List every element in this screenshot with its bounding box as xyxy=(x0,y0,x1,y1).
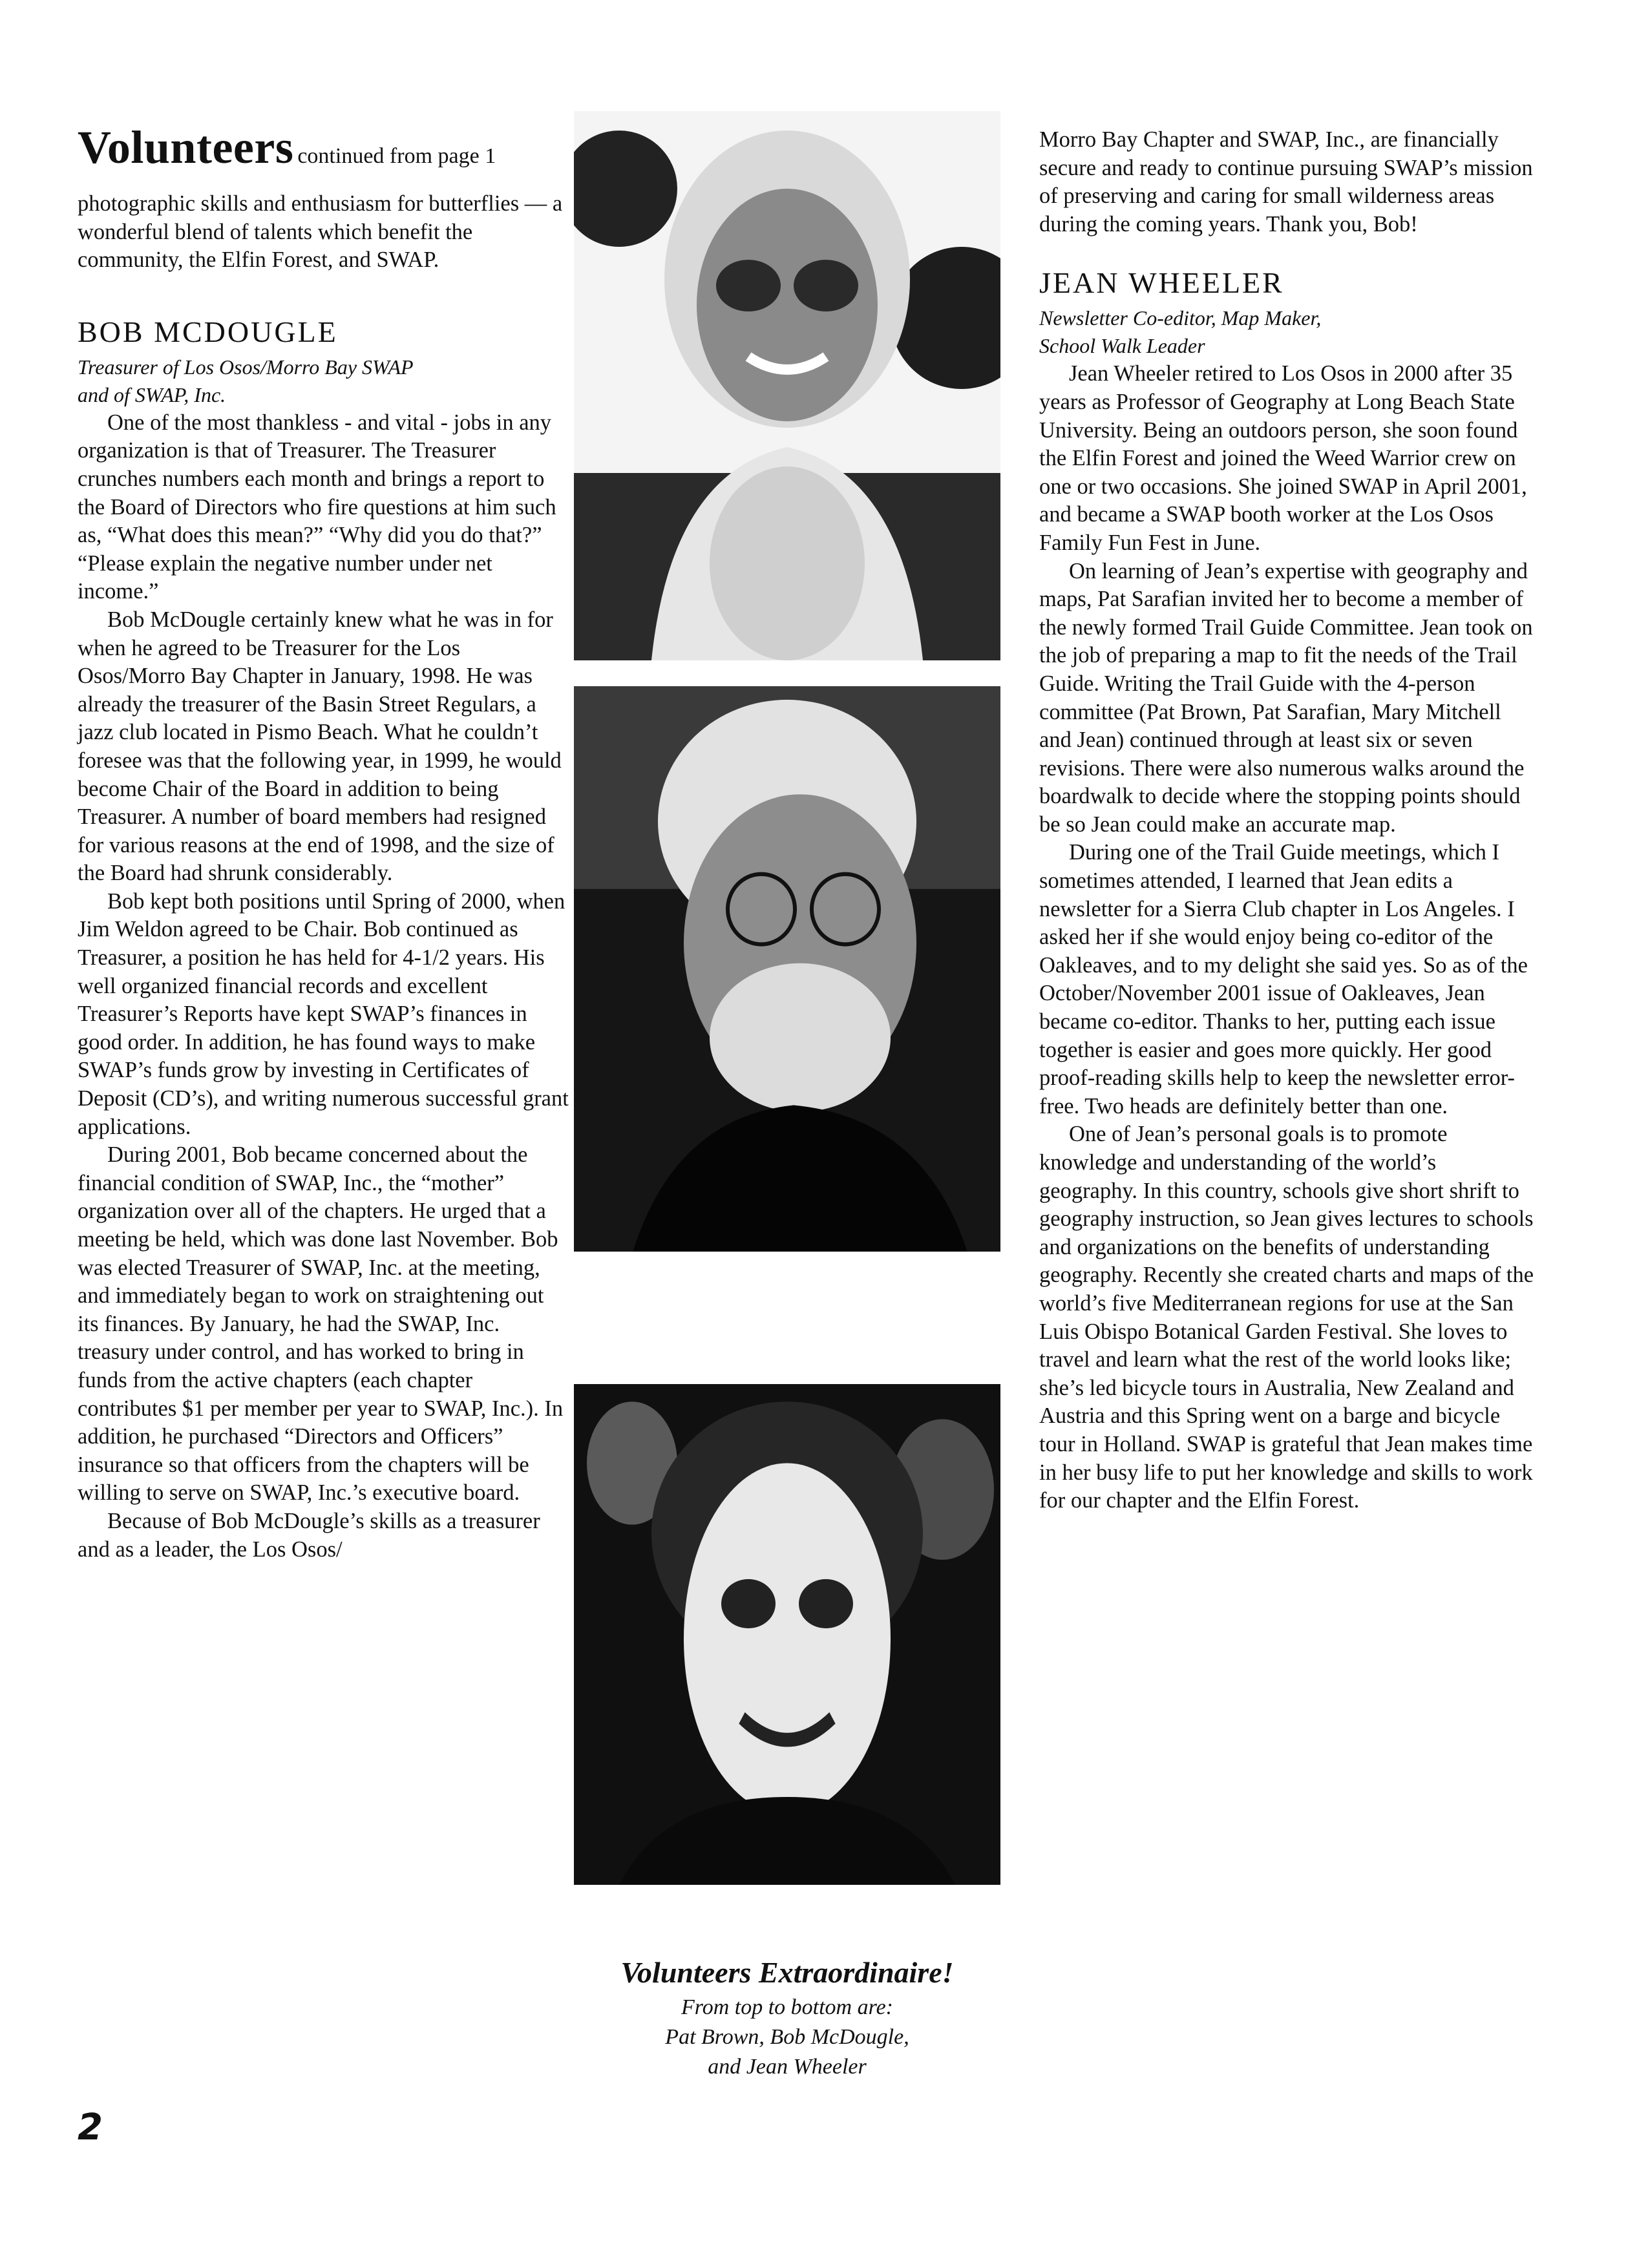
bob-closing: Morro Bay Chapter and SWAP, Inc., are financially secure and ready to continue pursuing SWAP’s mission of preserving and caring for small wilderness areas during the coming years. Thank you, Bob! xyxy=(1039,127,1533,236)
bob-paragraph: Because of Bob McDougle’s skills as a treasurer and as a leader, the Los Osos/ xyxy=(78,1508,540,1562)
left-column xyxy=(78,121,569,1564)
photo-caption xyxy=(574,1953,1000,2082)
bob-paragraph: During 2001, Bob became concerned about the financial condition of SWAP, Inc., the “mother” organization over all of the chapters. He urged that a meeting be held, which was done last November. Bob was elected Treasurer of SWAP, Inc. at the meeting, and immediately began to work on straightening out its finances. By January, he had the SWAP, Inc. treasury under control, and has worked to bring in funds from the active chapters (each chapter contributes $1 per member per year to SWAP, Inc.). In addition, he purchased “Directors and Officers” insurance so that officers from the chapters will be willing to serve on SWAP, Inc.’s executive board. xyxy=(78,1142,564,1506)
jean-paragraph: During one of the Trail Guide meetings, which I sometimes attended, I learned that Jean edits a newsletter for a Sierra Club chapter in Los Angeles. I asked her if she would enjoy being co-editor of the Oakleaves, and to my delight she said yes. So as of the October/November 2001 issue of Oakleaves, Jean became co-editor. Thanks to her, putting each issue together is easier and goes more quickly. Her good proof-reading skills help to keep the newsletter error-free. Two heads are definitely better than one. xyxy=(1039,840,1528,1118)
bob-role-2: and of SWAP, Inc. xyxy=(78,383,226,406)
bob-paragraph: One of the most thankless - and vital - jobs in any organization is that of Treasurer. The Treasurer crunches numbers each month and brings a report to the Board of Directors who fire questions at him such as, “What does this mean?” “Why did you do that?” “Please explain the negative number under net income.” xyxy=(78,410,556,604)
page-number: 2 xyxy=(78,2106,103,2148)
caption-line: and Jean Wheeler xyxy=(708,2055,867,2079)
caption-line: Pat Brown, Bob McDougle, xyxy=(665,2025,909,2049)
photo-pat-brown xyxy=(574,111,1000,660)
jean-paragraph: On learning of Jean’s expertise with geography and maps, Pat Sarafian invited her to become a member of the newly formed Trail Guide Committee. Jean took on the job of preparing a map to fit the needs of the Trail Guide. Writing the Trail Guide with the 4-person committee (Pat Brown, Pat Sarafian, Mary Mitchell and Jean) continued through at least six or seven revisions. There were also numerous walks around the boardwalk to decide where the stopping points should be so Jean could make an accurate map. xyxy=(1039,558,1533,837)
jean-section-heading: JEAN WHEELER xyxy=(1039,266,1284,300)
right-column xyxy=(1039,126,1537,1515)
continued-note: continued from page 1 xyxy=(297,144,496,168)
jean-paragraph: Jean Wheeler retired to Los Osos in 2000 after 35 years as Professor of Geography at Long Beach State University. Being an outdoors person, she soon found the Elfin Forest and joined the Weed Warrior crew on one or two occasions. She joined SWAP in April 2001, and became a SWAP booth worker at the Los Osos Family Fun Fest in June. xyxy=(1039,361,1527,555)
bob-paragraph: Bob McDougle certainly knew what he was in for when he agreed to be Treasurer for the Los Osos/Morro Bay Chapter in January, 1998. He was already the treasurer of the Basin Street Regulars, a jazz club located in Pismo Beach. What he couldn’t foresee was that the following year, in 1999, he would become Chair of the Board in addition to being Treasurer. A number of board members had resigned for various reasons at the end of 1998, and the size of the Board had shrunk considerably. xyxy=(78,607,562,886)
caption-line: From top to bottom are: xyxy=(681,1995,893,2019)
caption-title: Volunteers Extraordinaire! xyxy=(620,1956,954,1989)
photo-bob-mcdougle xyxy=(574,660,1000,1277)
bob-role-1: Treasurer of Los Osos/Morro Bay SWAP xyxy=(78,355,414,379)
jean-role-2: School Walk Leader xyxy=(1039,334,1205,358)
bob-paragraph: Bob kept both positions until Spring of 2000, when Jim Weldon agreed to be Chair. Bob continued as Treasurer, a position he has held for 4-1/2 years. His well organized financial records and excellent Treasurer’s Reports have kept SWAP’s finances in good order. In addition, he has found ways to make SWAP’s funds grow by investing in Certificates of Deposit (CD’s), and writing numerous successful grant applications. xyxy=(78,888,569,1139)
bob-section-heading: BOB MCDOUGLE xyxy=(78,315,338,348)
article-intro: photographic skills and enthusiasm for butterflies — a wonderful blend of talents which benefit the community, the Elfin Forest, and SWAP. xyxy=(78,191,563,273)
jean-role-1: Newsletter Co-editor, Map Maker, xyxy=(1039,306,1322,330)
article-title: Volunteers continued from page 1 xyxy=(78,121,496,173)
jean-paragraph: One of Jean’s personal goals is to promote knowledge and understanding of the world’s geography. In this country, schools give short shrift to geography instruction, so Jean gives lectures to schools and organizations on the benefits of understanding geography. Recently she created charts and maps of the world’s five Mediterranean regions for use at the San Luis Obispo Botanical Garden Festival. She loves to travel and learn what the rest of the world looks like; she’s led bicycle tours in Australia, New Zealand and Austria and this Spring went on a barge and bicycle tour in Holland. SWAP is grateful that Jean makes time in her busy life to put her knowledge and skills to work for our chapter and the Elfin Forest. xyxy=(1039,1122,1534,1513)
photo-jean-wheeler xyxy=(574,1252,1000,1885)
